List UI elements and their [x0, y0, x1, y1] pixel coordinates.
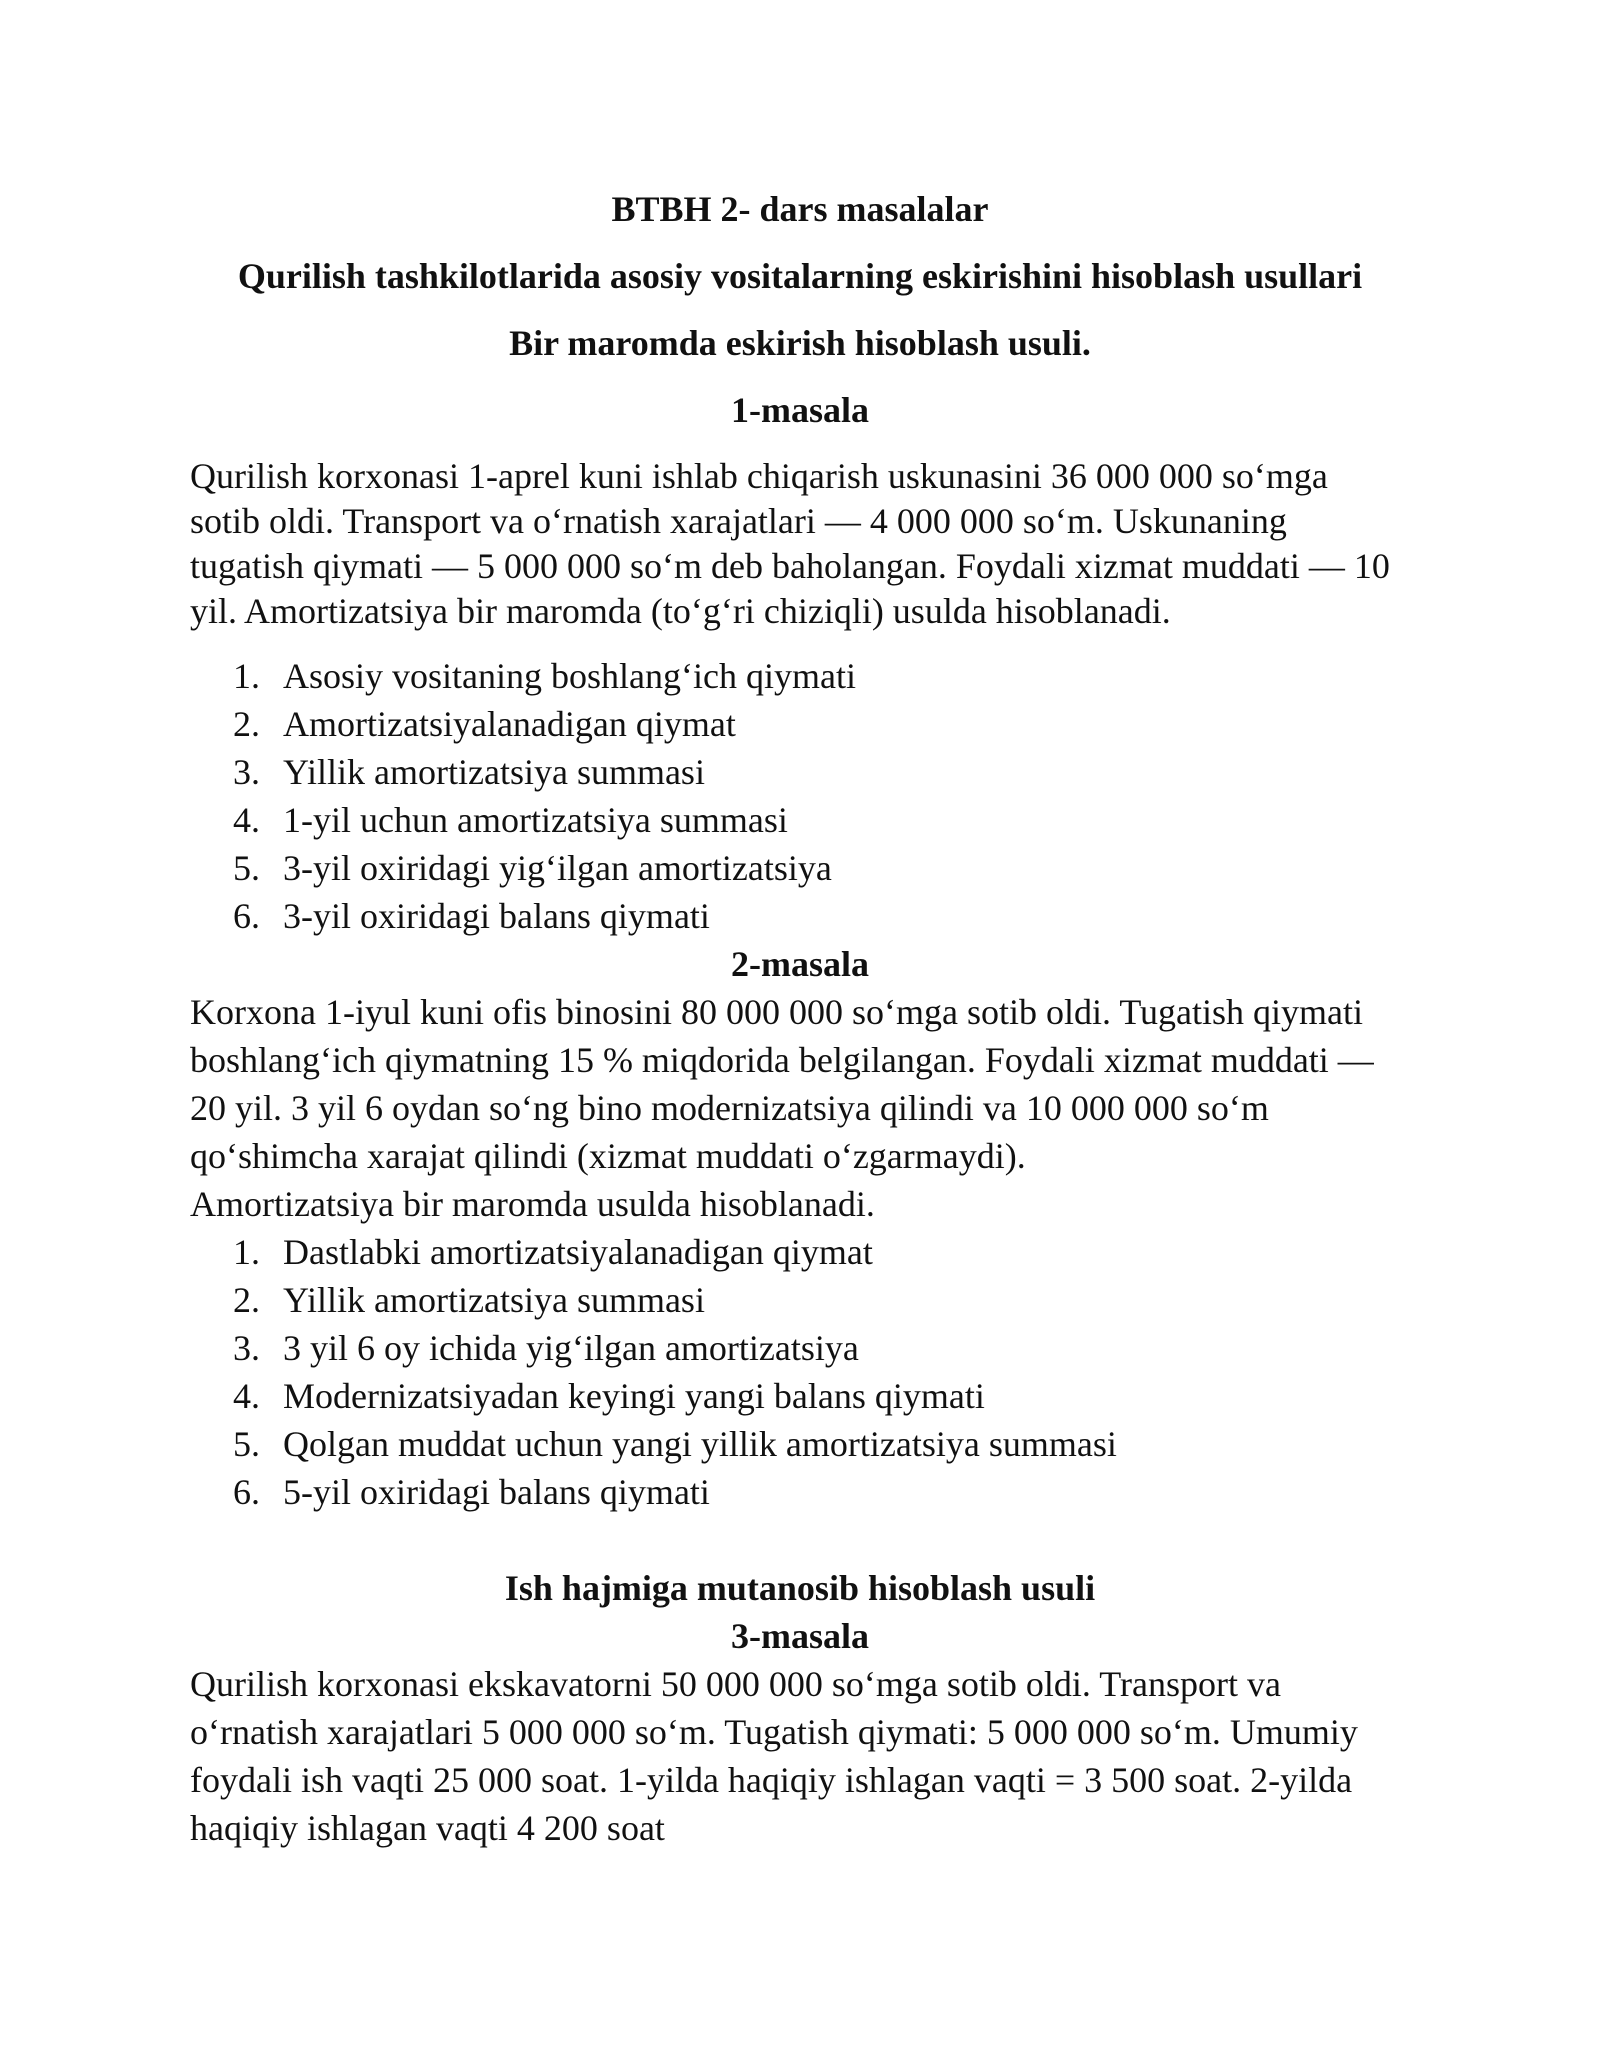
problem-2-heading: 2-masala	[731, 944, 869, 984]
list-number: 1.	[233, 656, 260, 696]
list-text: 3-yil oxiridagi balans qiymati	[283, 896, 710, 936]
list-text: Modernizatsiyadan keyingi yangi balans qiymati	[283, 1376, 985, 1416]
list-number: 1.	[233, 1232, 260, 1272]
problem-2-text-line: Korxona 1-iyul kuni ofis binosini 80 000 000 so‘mga sotib oldi. Tugatish qiymati	[190, 992, 1364, 1032]
problem-1-heading: 1-masala	[731, 390, 869, 430]
document-subtitle: Qurilish tashkilotlarida asosiy vositalarning eskirishini hisoblash usullari	[237, 256, 1363, 296]
problem-2-text-line: qo‘shimcha xarajat qilindi (xizmat muddati o‘zgarmaydi).	[190, 1136, 1026, 1176]
list-number: 6.	[233, 896, 260, 936]
list-text: 3-yil oxiridagi yig‘ilgan amortizatsiya	[283, 848, 832, 888]
list-text: Dastlabki amortizatsiyalanadigan qiymat	[283, 1232, 873, 1272]
list-text: 3 yil 6 oy ichida yig‘ilgan amortizatsiya	[283, 1328, 859, 1368]
list-number: 2.	[233, 1280, 260, 1320]
list-number: 5.	[233, 848, 260, 888]
section-heading-straight-line: Bir maromda eskirish hisoblash usuli.	[509, 323, 1091, 363]
list-number: 5.	[233, 1424, 260, 1464]
problem-2-text-line: Amortizatsiya bir maromda usulda hisoblanadi.	[190, 1184, 875, 1224]
problem-3-text-line: haqiqiy ishlagan vaqti 4 200 soat	[190, 1808, 665, 1848]
list-number: 4.	[233, 800, 260, 840]
document-title: BTBH 2- dars masalalar	[611, 189, 989, 229]
list-text: 1-yil uchun amortizatsiya summasi	[283, 800, 788, 840]
problem-2-text-line: boshlang‘ich qiymatning 15 % miqdorida belgilangan. Foydali xizmat muddati —	[190, 1040, 1374, 1080]
section-heading-units-of-production: Ish hajmiga mutanosib hisoblash usuli	[504, 1568, 1096, 1608]
list-number: 2.	[233, 704, 260, 744]
problem-2-text-line: 20 yil. 3 yil 6 oydan so‘ng bino modernizatsiya qilindi va 10 000 000 so‘m	[190, 1088, 1269, 1128]
list-text: Amortizatsiyalanadigan qiymat	[283, 704, 736, 744]
problem-1-text-line: yil. Amortizatsiya bir maromda (to‘g‘ri chiziqli) usulda hisoblanadi.	[190, 591, 1171, 631]
list-text: Asosiy vositaning boshlang‘ich qiymati	[283, 656, 856, 696]
list-text: Yillik amortizatsiya summasi	[283, 1280, 705, 1320]
list-number: 6.	[233, 1472, 260, 1512]
list-text: Qolgan muddat uchun yangi yillik amortizatsiya summasi	[283, 1424, 1117, 1464]
problem-3-text-line: foydali ish vaqti 25 000 soat. 1-yilda haqiqiy ishlagan vaqti = 3 500 soat. 2-yilda	[190, 1760, 1353, 1800]
problem-1-text-line: Qurilish korxonasi 1-aprel kuni ishlab chiqarish uskunasini 36 000 000 so‘mga	[190, 456, 1328, 496]
list-number: 4.	[233, 1376, 260, 1416]
list-number: 3.	[233, 752, 260, 792]
list-text: Yillik amortizatsiya summasi	[283, 752, 705, 792]
problem-3-heading: 3-masala	[731, 1616, 869, 1656]
list-text: 5-yil oxiridagi balans qiymati	[283, 1472, 710, 1512]
problem-1-text-line: tugatish qiymati — 5 000 000 so‘m deb baholangan. Foydali xizmat muddati — 10	[190, 546, 1390, 586]
problem-3-text-line: Qurilish korxonasi ekskavatorni 50 000 000 so‘mga sotib oldi. Transport va	[190, 1664, 1281, 1704]
list-number: 3.	[233, 1328, 260, 1368]
problem-1-text-line: sotib oldi. Transport va o‘rnatish xarajatlari — 4 000 000 so‘m. Uskunaning	[190, 501, 1287, 541]
problem-3-text-line: o‘rnatish xarajatlari 5 000 000 so‘m. Tugatish qiymati: 5 000 000 so‘m. Umumiy	[190, 1712, 1358, 1752]
